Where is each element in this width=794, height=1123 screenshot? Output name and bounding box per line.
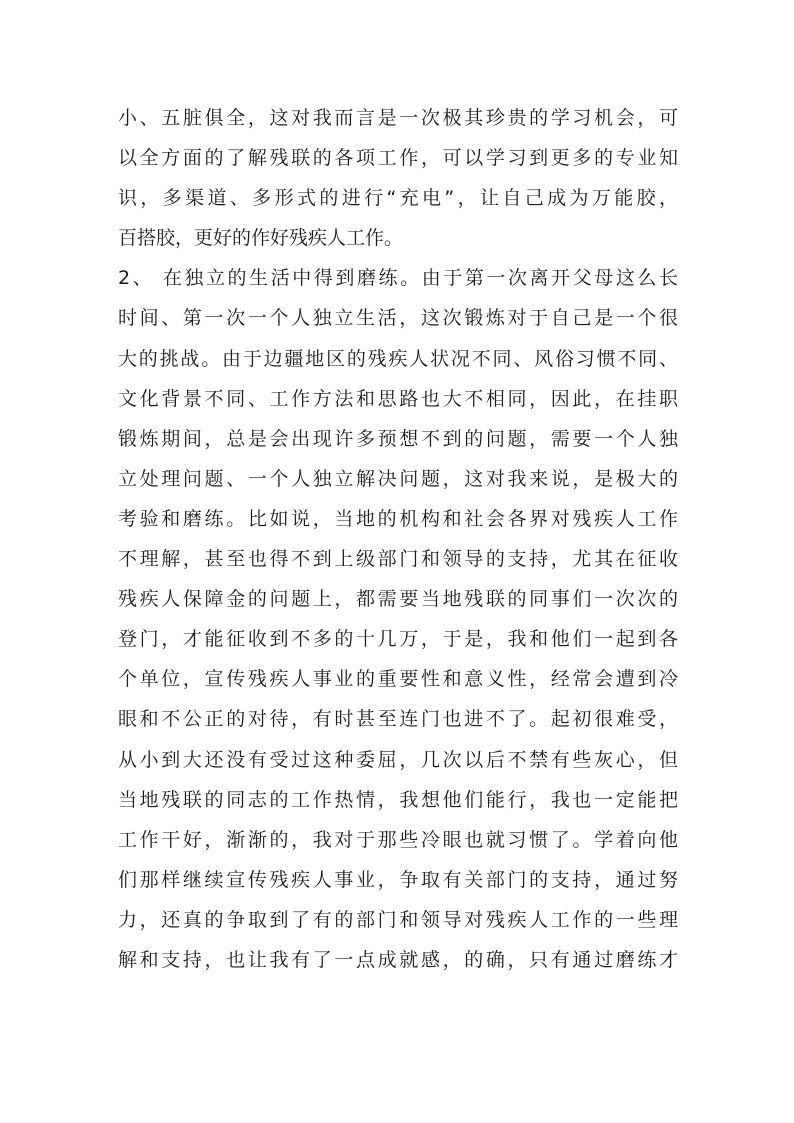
text-line: 识，多渠道、多形式的进行“充电”，让自己成为万能胶， <box>118 187 678 210</box>
text-line: 残疾人保障金的问题上，都需要当地残联的同事们一次次的 <box>118 588 678 611</box>
text-line: 立处理问题、一个人独立解决问题，这对我来说，是极大的 <box>118 467 678 490</box>
text-line: 工作干好，渐渐的，我对于那些冷眼也就习惯了。学着向他 <box>118 828 678 851</box>
text-line: 从小到大还没有受过这种委屈，几次以后不禁有些灰心，但 <box>118 748 678 771</box>
text-line: 登门，才能征收到不多的十几万，于是，我和他们一起到各 <box>118 628 678 651</box>
text-line: 们那样继续宣传残疾人事业，争取有关部门的支持，通过努 <box>118 868 678 891</box>
paragraph-end-line: 百搭胶，更好的作好残疾人工作。 <box>118 227 404 250</box>
text-line: 锻炼期间，总是会出现许多预想不到的问题，需要一个人独 <box>118 427 678 450</box>
text-line: 考验和磨练。比如说，当地的机构和社会各界对残疾人工作 <box>118 507 678 530</box>
text-line: 眼和不公正的对待，有时甚至连门也进不了。起初很难受， <box>118 708 678 731</box>
text-line: 小、五脏俱全，这对我而言是一次极其珍贵的学习机会，可 <box>118 107 678 129</box>
text-line: 文化背景不同、工作方法和思路也大不相同，因此，在挂职 <box>118 387 678 410</box>
text-line: 不理解，甚至也得不到上级部门和领导的支持，尤其在征收 <box>118 548 678 571</box>
text-line: 当地残联的同志的工作热情，我想他们能行，我也一定能把 <box>118 788 678 811</box>
text-line: 时间、第一次一个人独立生活，这次锻炼对于自己是一个很 <box>118 307 678 330</box>
text-line: 个单位，宣传残疾人事业的重要性和意义性，经常会遭到冷 <box>118 668 678 691</box>
text-line: 解和支持，也让我有了一点成就感，的确，只有通过磨练才 <box>118 948 678 971</box>
text-line: 以全方面的了解残联的各项工作，可以学习到更多的专业知 <box>118 147 678 170</box>
text-line: 2、 在独立的生活中得到磨练。由于第一次离开父母这么长 <box>118 267 678 290</box>
text-line: 力，还真的争取到了有的部门和领导对残疾人工作的一些理 <box>118 908 678 931</box>
text-line: 大的挑战。由于边疆地区的残疾人状况不同、风俗习惯不同、 <box>118 347 678 370</box>
body-text <box>118 98 678 980</box>
